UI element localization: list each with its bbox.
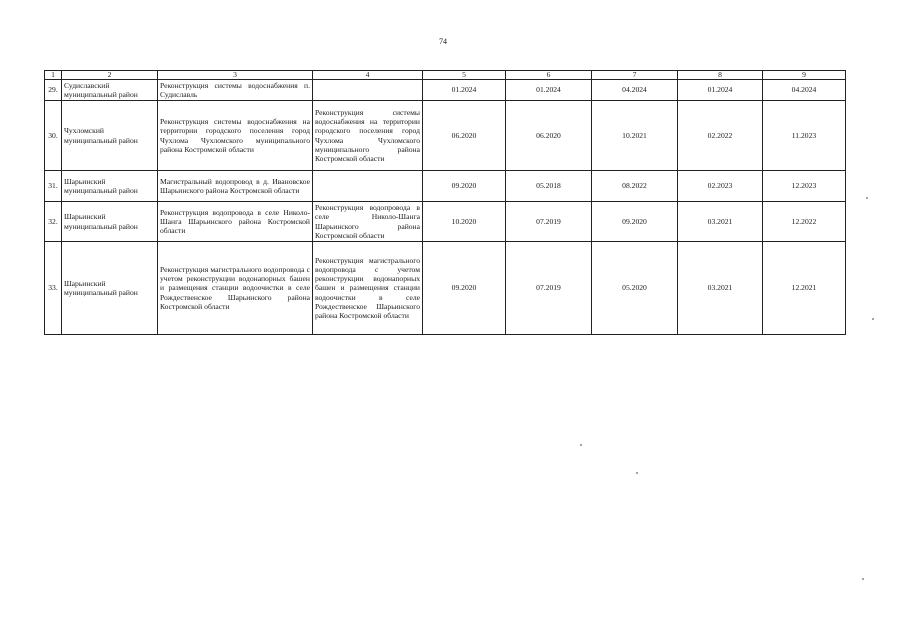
column-header: 3 [158,71,313,80]
district-cell: Шарьинский муниципальный район [62,242,158,335]
date-cell: 05.2018 [506,171,592,202]
date-cell: 08.2022 [592,171,678,202]
date-cell: 03.2021 [678,202,763,242]
date-cell: 06.2020 [506,101,592,171]
table-row [45,171,846,202]
district-cell: Судиславский муниципальный район [62,80,158,101]
row-number: 33. [45,242,62,335]
date-cell: 06.2020 [423,101,506,171]
description-cell [313,80,423,101]
page-number: 74 [439,37,447,46]
column-header: 7 [592,71,678,80]
date-cell: 09.2020 [423,242,506,335]
date-cell: 03.2021 [678,242,763,335]
row-number: 30. [45,101,62,171]
district-cell: Шарьинский муниципальный район [62,171,158,202]
column-header: 1 [45,71,62,80]
date-cell: 04.2024 [592,80,678,101]
column-number-row [45,71,846,80]
description-cell: Реконструкция магистрального водопровода с учетом реконструкции водонапорных башен и размещения станции водоочистки в селе Рождественское Шарьинского района Костромской области [313,242,423,335]
object-cell: Реконструкция системы водоснабжения п. Судиславль [158,80,313,101]
object-cell: Реконструкция водопровода в селе Николо-Шанга Шарьинского района Костромской области [158,202,313,242]
table-row [45,242,846,335]
description-cell: Реконструкция водопровода в селе Николо-Шанга Шарьинского района Костромской области [313,202,423,242]
date-cell: 10.2020 [423,202,506,242]
scan-speck [636,472,638,474]
date-cell: 02.2023 [678,171,763,202]
row-number: 31. [45,171,62,202]
object-cell: Реконструкция магистрального водопровода с учетом реконструкции водонапорных башен и размещения станции водоочистки в селе Рождественское Шарьинского района Костромской области [158,242,313,335]
scan-speck [866,197,868,199]
date-cell: 12.2023 [763,171,846,202]
date-cell: 01.2024 [678,80,763,101]
object-cell: Реконструкция системы водоснабжения на территории городского поселения город Чухлома Чухломского муниципального района Костромской области [158,101,313,171]
description-cell [313,171,423,202]
object-cell: Магистральный водопровод в д. Ивановское Шарьинского района Костромской области [158,171,313,202]
table-row [45,80,846,101]
scan-speck [580,444,582,446]
date-cell: 09.2020 [592,202,678,242]
row-number: 29. [45,80,62,101]
column-header: 2 [62,71,158,80]
column-header: 9 [763,71,846,80]
date-cell: 11.2023 [763,101,846,171]
scan-speck [862,578,864,580]
date-cell: 01.2024 [506,80,592,101]
district-cell: Чухломский муниципальный район [62,101,158,171]
row-number: 32. [45,202,62,242]
date-cell: 10.2021 [592,101,678,171]
scan-speck [872,318,874,320]
table-row [45,101,846,171]
schedule-table [44,70,846,335]
column-header: 6 [506,71,592,80]
date-cell: 02.2022 [678,101,763,171]
district-cell: Шарьинский муниципальный район [62,202,158,242]
date-cell: 01.2024 [423,80,506,101]
date-cell: 12.2022 [763,202,846,242]
date-cell: 12.2021 [763,242,846,335]
date-cell: 07.2019 [506,202,592,242]
date-cell: 04.2024 [763,80,846,101]
description-cell: Реконструкция системы водоснабжения на территории городского поселения город Чухлома Чухломского муниципального района Костромской области [313,101,423,171]
date-cell: 05.2020 [592,242,678,335]
date-cell: 09.2020 [423,171,506,202]
column-header: 8 [678,71,763,80]
column-header: 5 [423,71,506,80]
table-row [45,202,846,242]
date-cell: 07.2019 [506,242,592,335]
column-header: 4 [313,71,423,80]
